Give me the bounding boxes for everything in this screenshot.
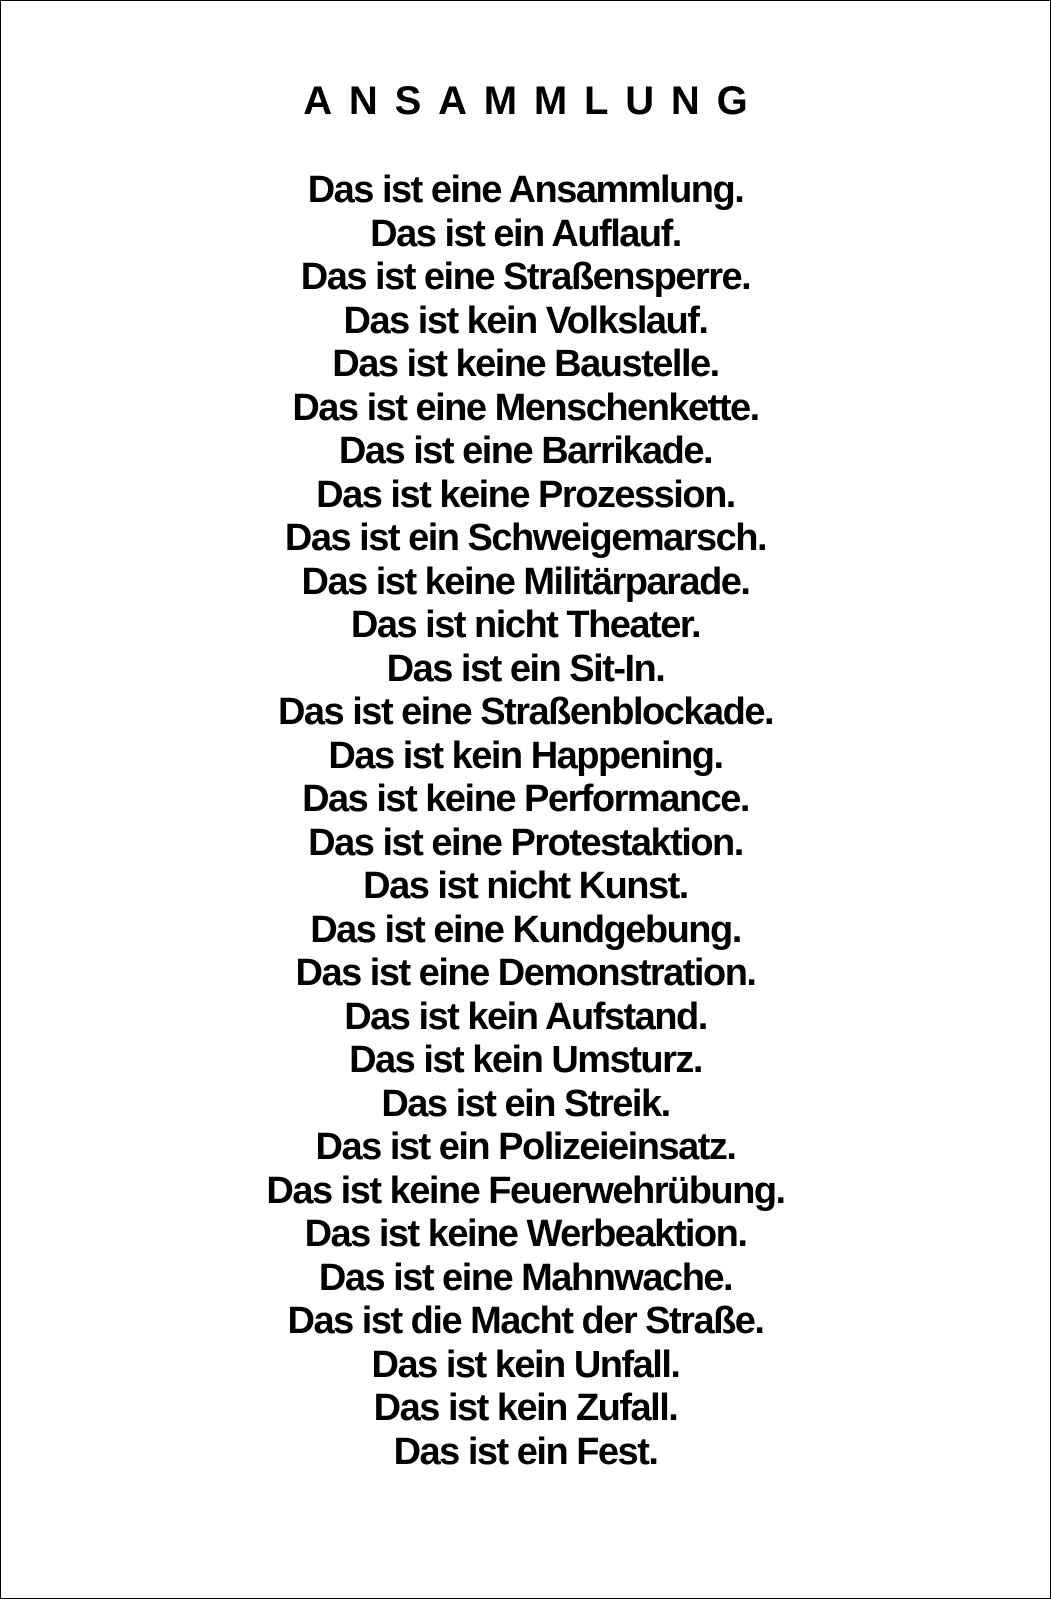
poem-line: Das ist eine Straßenblockade.: [277, 691, 774, 733]
poem-line: Das ist nicht Kunst.: [363, 865, 688, 907]
poem-line: Das ist ein Sit-In.: [386, 647, 665, 690]
poem-line: Das ist keine Militärparade.: [301, 560, 750, 603]
poem-line: Das ist kein Aufstand.: [344, 995, 707, 1038]
poem-line: Das ist eine Menschenkette.: [292, 386, 759, 429]
poem-title: ANSAMMLUNG: [303, 79, 765, 123]
poem-line: Das ist keine Baustelle.: [332, 343, 719, 385]
poem-line: Das ist die Macht der Straße.: [287, 1300, 764, 1342]
poem-line: Das ist keine Feuerwehrübung.: [266, 1169, 785, 1212]
poem-line: Das ist ein Auflauf.: [370, 212, 681, 255]
poem-line: Das ist eine Ansammlung.: [307, 169, 744, 211]
poem-line: Das ist kein Zufall.: [373, 1387, 678, 1429]
poem-line: Das ist keine Werbeaktion.: [304, 1213, 747, 1255]
poem-line: Das ist ein Schweigemarsch.: [284, 517, 767, 559]
poem-line: Das ist keine Prozession.: [316, 473, 735, 516]
poem-line: Das ist ein Fest.: [393, 1430, 658, 1473]
poem-line: Das ist eine Straßensperre.: [300, 256, 751, 298]
poem-line: Das ist eine Barrikade.: [338, 430, 713, 472]
poem-line: Das ist kein Unfall.: [371, 1343, 680, 1386]
poem-line: Das ist kein Happening.: [328, 734, 723, 777]
poem-line: Das ist eine Demonstration.: [295, 952, 756, 994]
poem-line: Das ist nicht Theater.: [350, 604, 701, 646]
poem-line: Das ist eine Kundgebung.: [310, 908, 741, 951]
poem-line: Das ist ein Polizeieinsatz.: [315, 1126, 736, 1168]
poem-line: Das ist keine Performance.: [302, 778, 749, 820]
poem-line: Das ist kein Volkslauf.: [343, 299, 708, 342]
poem-line: Das ist ein Streik.: [381, 1082, 670, 1125]
poem-line: Das ist eine Mahnwache.: [318, 1256, 733, 1299]
poem-line: Das ist eine Protestaktion.: [308, 821, 743, 864]
poem-lines: [1, 169, 1050, 1474]
poem-line: Das ist kein Umsturz.: [349, 1039, 702, 1081]
